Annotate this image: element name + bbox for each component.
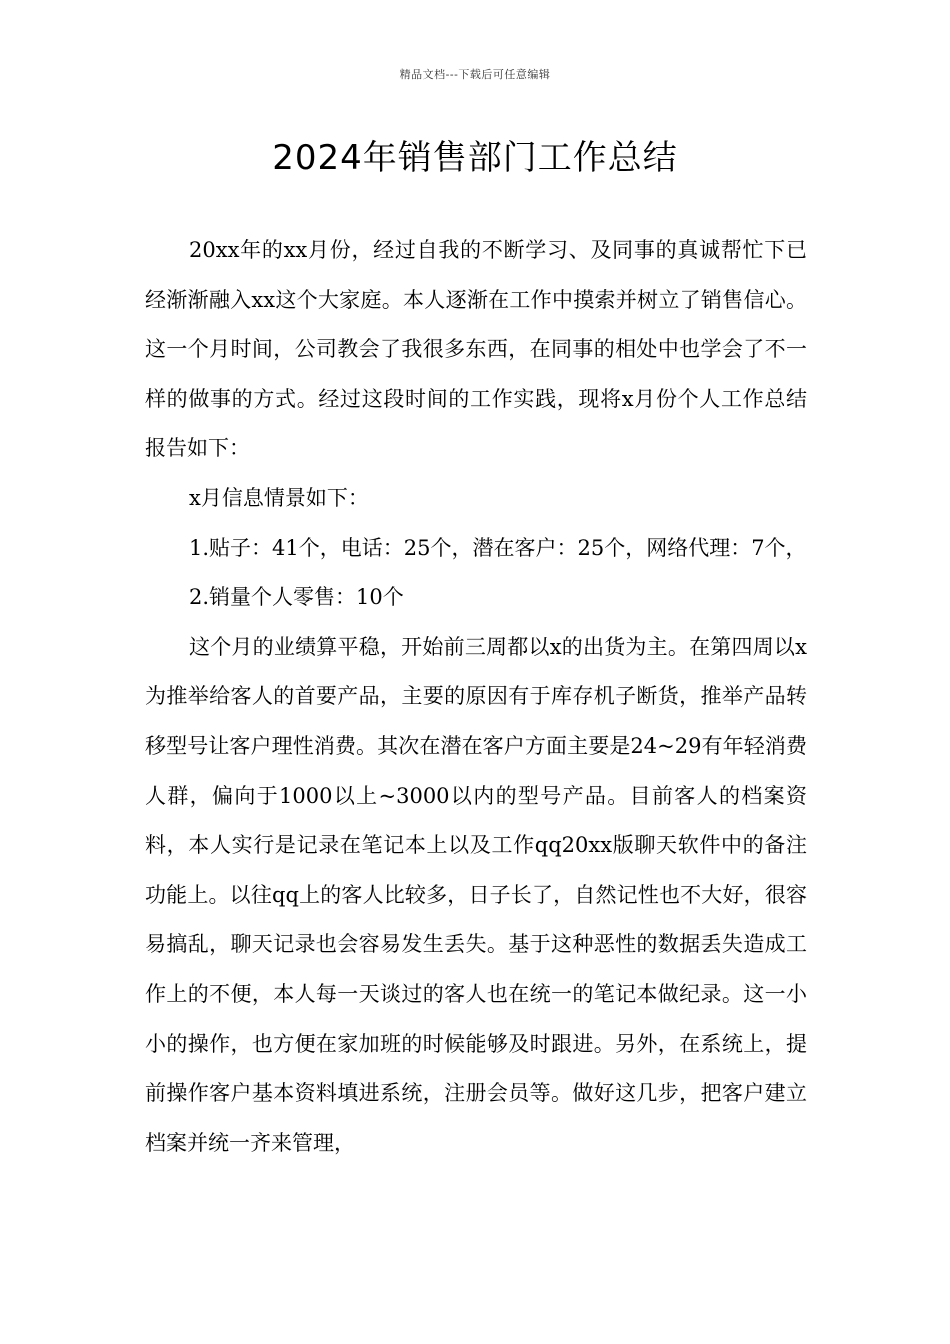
- paragraph-performance: 这个月的业绩算平稳，开始前三周都以x的出货为主。在第四周以x为推举给客人的首要产品，主要的原因有于库存机子断货，推举产品转移型号让客户理性消费。其次在潜在客户方面主要是24~29有年轻消费人群，偏向于1000以上~3000以内的型号产品。目前客人的档案资料，本人实行是记录在笔记本上以及工作qq20xx版聊天软件中的备注功能上。以往qq上的客人比较多，日子长了，自然记性也不大好，很容易搞乱，聊天记录也会容易发生丢失。基于这种恶性的数据丢失造成工作上的不便，本人每一天谈过的客人也在统一的笔记本做纪录。这一小小的操作，也方便在家加班的时候能够及时跟进。另外，在系统上，提前操作客户基本资料填进系统，注册会员等。做好这几步，把客户建立档案并统一齐来管理，: [145, 634, 807, 1155]
- document-body: [145, 226, 807, 1168]
- paragraph-info-heading: x月信息情景如下：: [189, 485, 369, 510]
- paragraph-item-2: 2.销量个人零售：10个: [189, 585, 404, 610]
- paragraph-item-1: 1.贴子：41个，电话：25个，潜在客户：25个，网络代理：7个，: [189, 535, 807, 560]
- header-note: 精品文档---下载后可任意编辑: [399, 68, 551, 81]
- document-title: 2024年销售部门工作总结: [272, 138, 678, 178]
- paragraph-intro: 20xx年的xx月份，经过自我的不断学习、及同事的真诚帮忙下已经渐渐融入xx这个大家庭。本人逐渐在工作中摸索并树立了销售信心。这一个月时间，公司教会了我很多东西，在同事的相处中也学会了不一样的做事的方式。经过这段时间的工作实践，现将x月份个人工作总结报告如下：: [145, 238, 807, 461]
